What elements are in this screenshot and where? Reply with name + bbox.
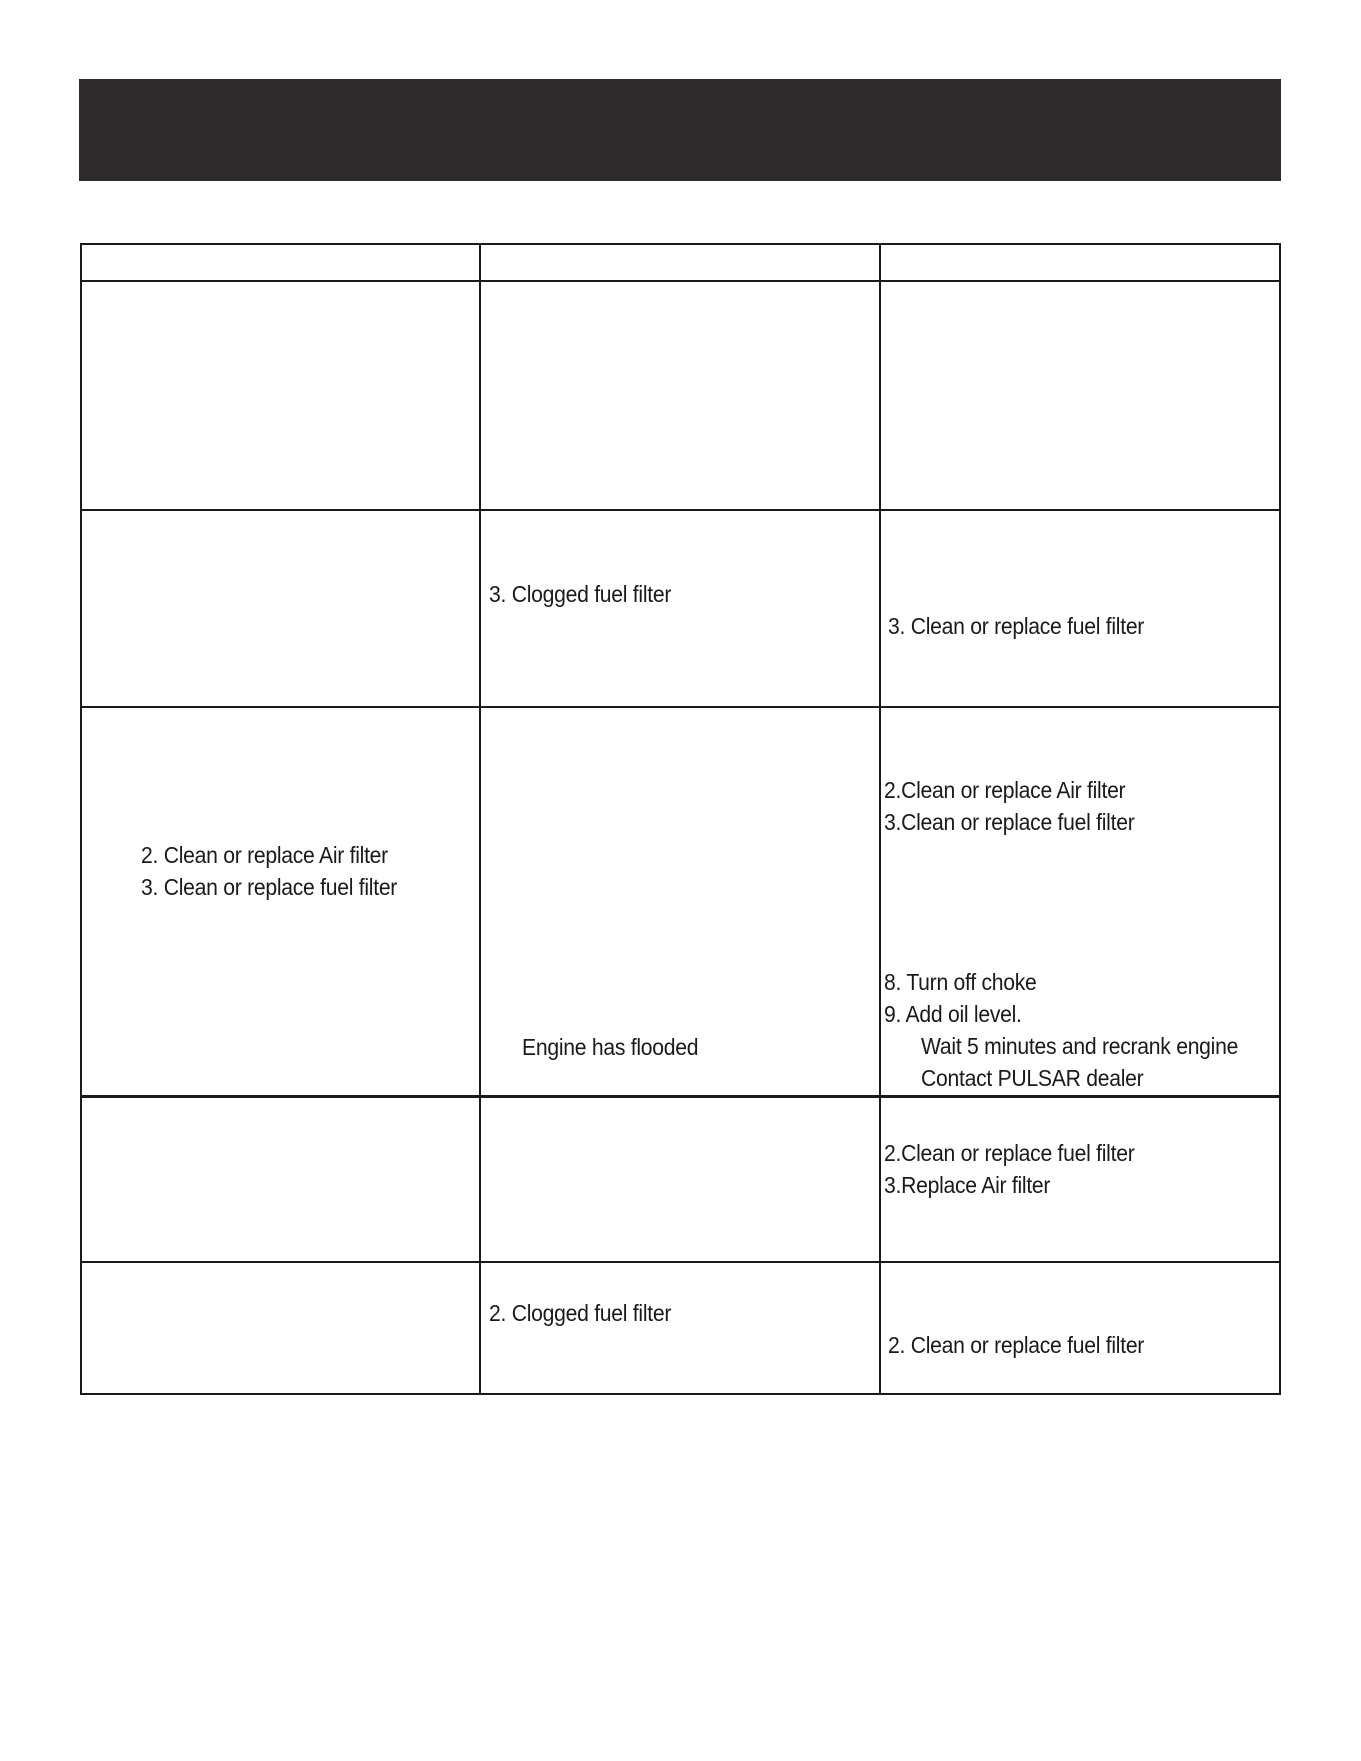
row-3-solution-line-5: Wait 5 minutes and recrank engine [921,1033,1239,1059]
row-5-cause-line-1: 2. Clogged fuel filter [489,1300,672,1326]
row-3-cause-line-1: Engine has flooded [522,1034,699,1060]
row-3-solution-line-6: Contact PULSAR dealer [921,1065,1144,1091]
row-divider-2 [80,706,1281,708]
row-2-solution-line-1: 3. Clean or replace fuel filter [888,613,1145,639]
row-divider-3 [80,1095,1281,1098]
table-border-bottom [80,1393,1281,1395]
row-3-solution-line-4: 9. Add oil level. [884,1001,1022,1027]
row-divider-1 [80,509,1281,511]
column-divider-2 [879,243,881,1395]
table-header-rule [80,280,1281,282]
row-3-problem-line-2: 3. Clean or replace fuel filter [141,874,398,900]
column-divider-1 [479,243,481,1395]
row-3-problem-line-1: 2. Clean or replace Air filter [141,842,388,868]
row-4-solution-line-2: 3.Replace Air filter [884,1172,1051,1198]
row-5-solution-line-1: 2. Clean or replace fuel filter [888,1332,1145,1358]
row-3-solution-line-2: 3.Clean or replace fuel filter [884,809,1135,835]
row-3-solution-line-3: 8. Turn off choke [884,969,1037,995]
row-divider-4 [80,1261,1281,1263]
table-border-top [80,243,1281,245]
row-3-solution-line-1: 2.Clean or replace Air filter [884,777,1126,803]
table-border-right [1279,243,1281,1395]
row-2-cause-line-1: 3. Clogged fuel filter [489,581,672,607]
header-bar [79,79,1281,181]
row-4-solution-line-1: 2.Clean or replace fuel filter [884,1140,1135,1166]
table-border-left [80,243,82,1395]
